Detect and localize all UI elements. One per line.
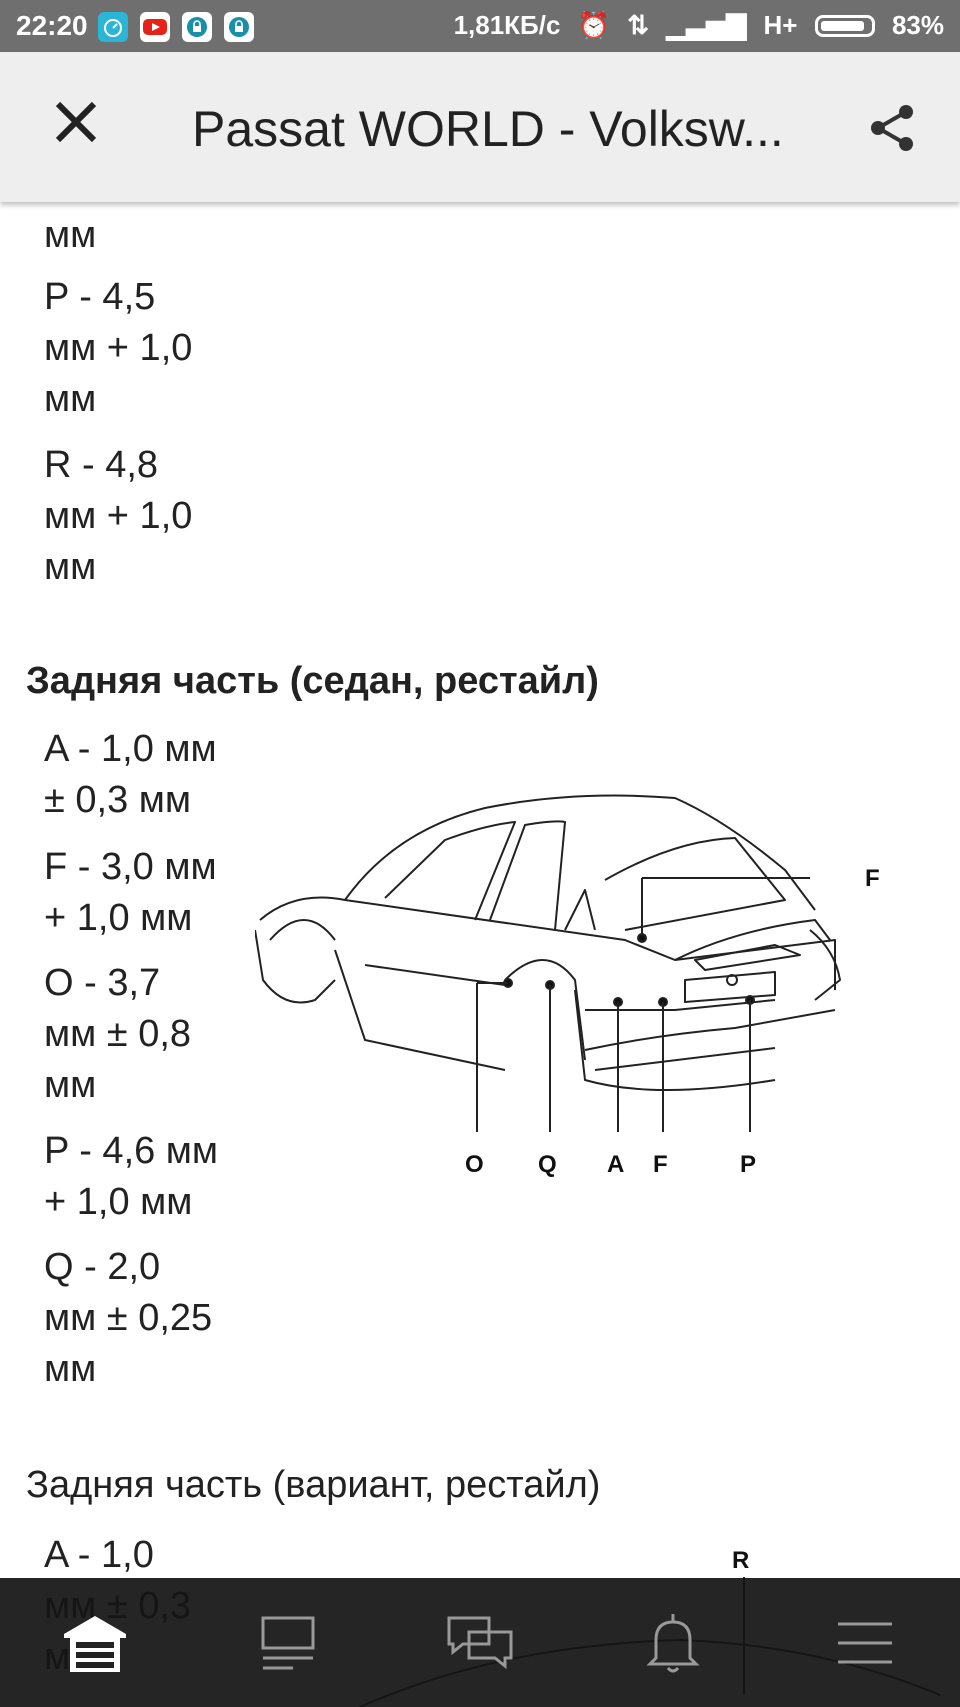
spec-line: + 1,0 мм	[44, 897, 193, 939]
notifications-icon[interactable]	[638, 1608, 708, 1678]
diagram-label: A	[607, 1151, 625, 1178]
bottom-navigation	[0, 1578, 960, 1707]
network-speed: 1,81КБ/с	[453, 10, 561, 40]
status-right-group	[444, 10, 944, 41]
spec-line: Q - 2,0	[44, 1246, 161, 1288]
menu-icon[interactable]	[830, 1608, 900, 1678]
spec-item	[44, 1242, 212, 1395]
spec-line: мм + 1,0	[44, 327, 193, 369]
spec-item	[44, 440, 192, 593]
spec-line: F - 3,0 мм	[44, 846, 217, 888]
spec-line: P - 4,6 мм	[44, 1130, 219, 1172]
page-title: Passat WORLD - Volksw...	[192, 101, 784, 157]
garage-icon[interactable]	[60, 1608, 130, 1678]
status-bar	[0, 0, 960, 52]
feed-icon[interactable]	[253, 1608, 323, 1678]
spec-line: мм	[44, 546, 97, 588]
spec-line: A - 1,0 мм	[44, 728, 217, 770]
vpn-lock-app-icon-2	[224, 12, 254, 42]
network-type: H+	[763, 10, 798, 40]
spec-line: мм	[44, 1348, 97, 1390]
partial-text: мм	[44, 214, 97, 256]
diagram-label: F	[653, 1151, 668, 1178]
signal-icon: ▁▃▅▇	[666, 10, 747, 40]
status-time: 22:20	[16, 10, 88, 41]
diagram-label: F	[865, 865, 880, 892]
messages-icon[interactable]	[445, 1608, 515, 1678]
sedan-rear-diagram	[255, 780, 935, 1180]
alarm-icon: ⏰	[577, 10, 611, 40]
spec-item	[44, 958, 191, 1111]
data-activity-icon: ⇅	[627, 10, 650, 40]
spec-line: мм ± 0,25	[44, 1297, 213, 1339]
share-icon[interactable]	[864, 100, 920, 156]
spec-line: ± 0,3 мм	[44, 779, 192, 821]
spec-line: мм + 1,0	[44, 495, 193, 537]
spec-item	[44, 1126, 218, 1228]
spec-line: A - 1,0	[44, 1534, 154, 1576]
spec-item	[44, 842, 217, 944]
spec-line: R - 4,8	[44, 444, 159, 486]
section-heading: Задняя часть (седан, рестайл)	[26, 660, 599, 702]
spec-item	[44, 724, 217, 826]
app-toolbar	[0, 52, 960, 202]
spec-line: + 1,0 мм	[44, 1181, 193, 1223]
spec-line: мм	[44, 378, 97, 420]
spec-line: мм	[44, 1064, 97, 1106]
battery-percent: 83%	[891, 10, 944, 40]
diagram-label: O	[465, 1151, 484, 1178]
diagram-label: Q	[538, 1151, 557, 1178]
battery-icon	[815, 15, 875, 37]
close-icon[interactable]	[48, 94, 104, 150]
spec-item	[44, 272, 192, 425]
spec-line: мм ± 0,8	[44, 1013, 192, 1055]
diagram-label: P	[740, 1151, 757, 1178]
spec-line: O - 3,7	[44, 962, 161, 1004]
spec-line: P - 4,5	[44, 276, 156, 318]
section-heading: Задняя часть (вариант, рестайл)	[26, 1464, 601, 1506]
diagram-label: R	[732, 1547, 750, 1574]
speedometer-app-icon	[98, 12, 128, 42]
youtube-app-icon	[140, 12, 170, 42]
vpn-lock-app-icon	[182, 12, 212, 42]
